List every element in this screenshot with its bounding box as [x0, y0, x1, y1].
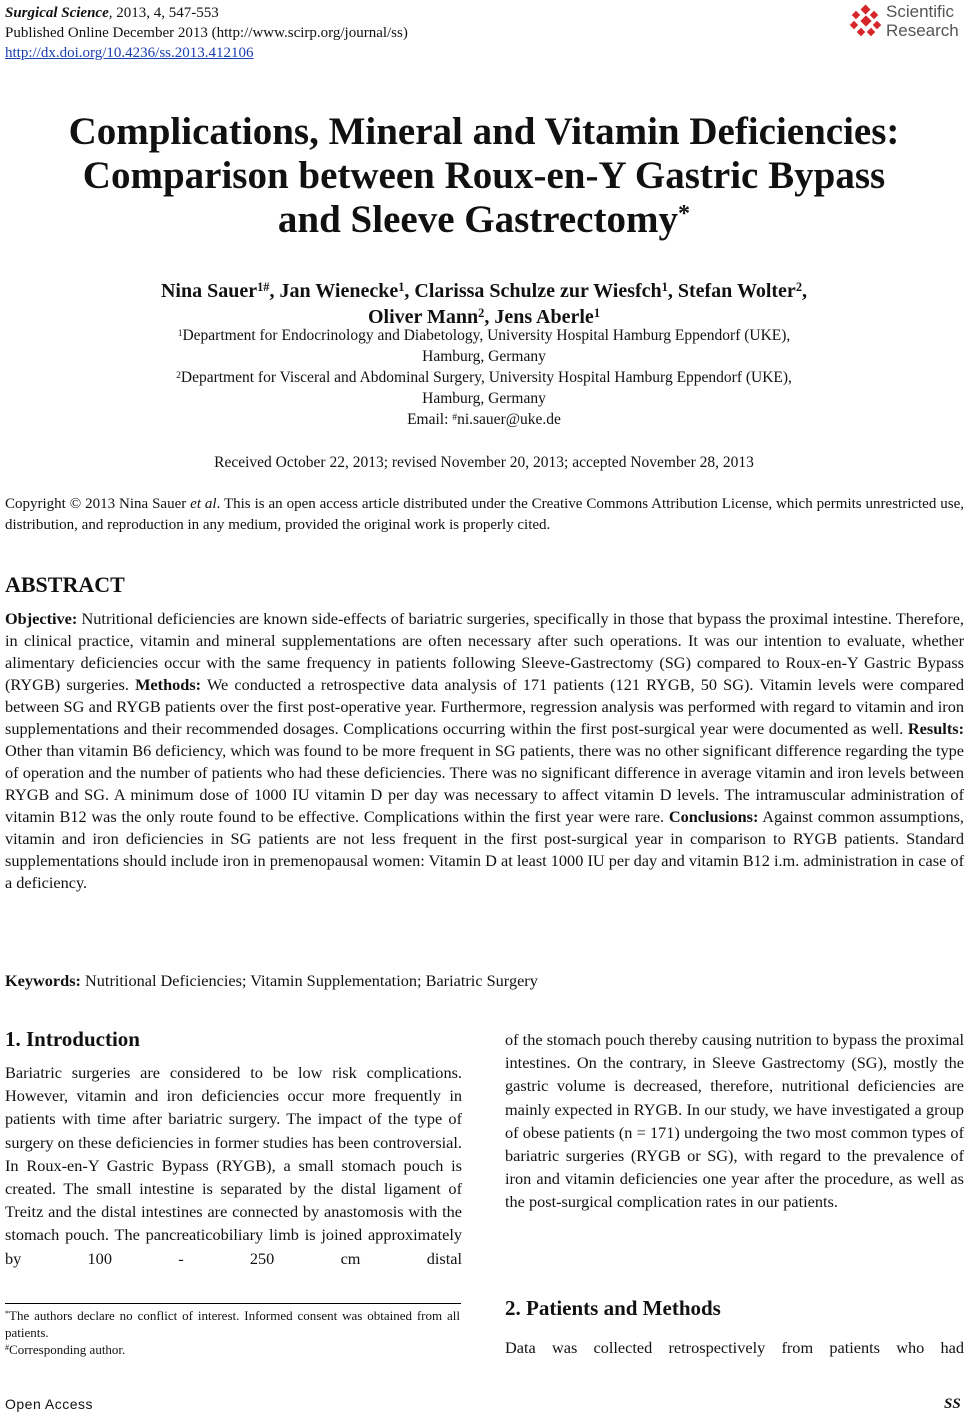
title-line-2: Comparison between Roux-en-Y Gastric Bypass	[82, 154, 886, 197]
footnotes	[5, 1307, 460, 1358]
copyright-text-2: . This is an open access article distributed under the Creative Commons Attribution License, which permits unrestricted use, distribution, and reproduction in any medium, provided the original work is properly cited.	[5, 496, 965, 533]
email-label: Email:	[407, 411, 453, 428]
footer-open-access: Open Access	[5, 1396, 93, 1412]
abstract-body	[5, 608, 964, 894]
methods-text: We conducted a retrospective data analysis of 171 patients (121 RYGB, 50 SG). Vitamin levels were compared between SG and RYGB patients over the first post-operative year. Furthermore, regression analysis was performed with regard to vitamin and iron supplementations and their recommended dosages. Complications occurring within the first post-surgical year were documented as well.	[5, 675, 964, 738]
affil-number: 2	[176, 369, 181, 381]
methods-paragraph: Data was collected retrospectively from patients who had	[505, 1338, 964, 1357]
doi-link[interactable]: http://dx.doi.org/10.4236/ss.2013.412106	[5, 45, 254, 61]
keywords-text: Nutritional Deficiencies; Vitamin Supplementation; Bariatric Surgery	[80, 971, 538, 990]
results-label: Results:	[907, 719, 964, 738]
intro-right-column: of the stomach pouch thereby causing nutrition to bypass the proximal intestines. On the contrary, in Sleeve Gastrectomy (SG), mostly the gastric volume is decreased, therefore, nutritional deficiencies are mainly expected in RYGB. In our study, we have investigated a group of obese patients (n = 171) undergoing the two most common types of bariatric surgeries (RYGB or SG), with regard to the prevalence of iron and vitamin deficiencies one year after the procedure, as well as the post-surgical complication rates in our patients.	[505, 1030, 964, 1212]
affil-1-line-1: Department for Endocrinology and Diabetology, University Hospital Hamburg Eppendorf (UKE),	[182, 327, 791, 344]
author-name: Jan Wienecke	[279, 280, 399, 302]
keywords-label: Keywords:	[5, 971, 81, 990]
objective-label: Objective:	[5, 609, 78, 628]
journal-header	[5, 3, 408, 63]
author-affil-mark: 2	[795, 280, 803, 295]
paper-title	[0, 110, 968, 242]
keywords	[5, 970, 964, 992]
journal-name: Surgical Science	[5, 5, 109, 21]
copyright-etal: et al	[190, 496, 217, 512]
author-name: Nina Sauer	[160, 280, 258, 302]
author-name: Clarissa Schulze zur Wiesfch	[414, 280, 662, 302]
author-affil-mark: 1	[398, 280, 405, 295]
affil-1-line-2: Hamburg, Germany	[422, 348, 546, 365]
intro-left-column: Bariatric surgeries are considered to be low risk complications. However, vitamin and iron deficiencies occur more frequently in patients with time after bariatric surgery. The impact of the type of surgery on these deficiencies in former studies has been controversial. In Roux-en-Y Gastric Bypass (RYGB), a small stomach pouch is created. The small intestine is separated by the distal ligament of Treitz and the distal intestines are connected by anastomosis with the stomach pouch. The pancreaticobiliary limb is joined approximately by 100 - 250 cm distal	[5, 1063, 462, 1268]
footnote-mark: *	[5, 1309, 10, 1319]
objective-text: Nutritional deficiencies are known side-effects of bariatric surgeries, specifically in those that bypass the proximal intestine. Therefore, in clinical practice, vitamin and mineral supplementations are often necessary after such operations. It was our intention to evaluate, whether alimentary deficiencies occur with the same frequency in patients following Sleeve-Gastrectomy (SG) compared to Roux-en-Y Gastric Bypass (RYGB) surgeries.	[5, 609, 964, 694]
published-online: Published Online December 2013 (http://www.scirp.org/journal/ss)	[5, 25, 408, 41]
results-text: Other than vitamin B6 deficiency, which was found to be more frequent in SG patients, there was no other significant difference regarding the type of operation and the number of patients who had these deficiencies. There was no significant difference in average vitamin and iron levels between RYGB and SG. A minimum dose of 1000 IU vitamin D per day was necessary to affect vitamin D levels. The intramuscular administration of vitamin B12 was the only route found to be effective. Complications within the first year were rare.	[5, 741, 964, 826]
contact-email[interactable]: ni.sauer@uke.de	[457, 411, 561, 428]
affil-number: 1	[177, 327, 183, 339]
footnote-mark: #	[5, 1343, 10, 1353]
author-affil-mark: 1	[661, 280, 668, 295]
author-list: Nina Sauer$^{1\#}$, Jan Wienecke$^1$, Clarissa Schulze zur Wiesfch$^1$, Stefan Wolter$^2$, Oliver Mann$^2$, Jens Aberle$^1$	[160, 280, 808, 328]
received-dates: Received October 22, 2013; revised November 20, 2013; accepted November 28, 2013	[214, 454, 754, 471]
logo-line-2: Research	[886, 21, 959, 40]
author-affil-mark: 1	[593, 306, 601, 321]
conclusions-label: Conclusions:	[668, 807, 759, 826]
footnote-conflict: The authors declare no conflict of interest. Informed consent was obtained from all patients.	[5, 1308, 460, 1340]
author-affil-mark: 2	[478, 306, 485, 321]
title-line-3: and Sleeve Gastrectomy	[277, 198, 678, 241]
copyright-text: Copyright © 2013 Nina Sauer	[5, 496, 191, 512]
affil-2-line-2: Hamburg, Germany	[422, 390, 546, 407]
title-footnote-mark: *	[677, 200, 691, 228]
affil-2-line-1: Department for Visceral and Abdominal Surgery, University Hospital Hamburg Eppendorf (UKE),	[180, 369, 792, 386]
copyright-notice	[5, 494, 964, 536]
title-line-1: Complications, Mineral and Vitamin Deficiencies:	[68, 110, 900, 153]
intro-heading: 1. Introduction	[5, 1027, 140, 1051]
author-name: Stefan Wolter	[677, 280, 796, 302]
footnote-corresponding: Corresponding author.	[9, 1342, 126, 1357]
logo-line-1: Scientific	[886, 2, 955, 21]
methods-heading: 2. Patients and Methods	[505, 1296, 721, 1320]
publisher-logo	[848, 2, 968, 42]
author-name: Oliver Mann	[367, 306, 479, 328]
conclusions-text: Against common assumptions, vitamin and iron deficiencies in SG patients are not less frequent in the first post-surgical year in comparison to RYGB patients. Standard supplementations should include iron in premenopausal women: Vitamin D at least 1000 IU per day and vitamin B12 i.m. administration in case of a deficiency.	[5, 807, 965, 892]
footnote-divider	[5, 1303, 461, 1304]
journal-volume: , 2013, 4, 547-553	[108, 5, 219, 21]
email-mark: #	[452, 411, 458, 423]
methods-label: Methods:	[135, 675, 202, 694]
author-name: Jens Aberle	[494, 306, 594, 328]
author-affil-mark: 1#	[257, 280, 270, 295]
affiliations	[0, 325, 968, 430]
scientific-research-logo-icon	[848, 4, 884, 40]
footer-journal-abbrev: SS	[944, 1396, 961, 1412]
abstract-heading: ABSTRACT	[5, 572, 125, 597]
